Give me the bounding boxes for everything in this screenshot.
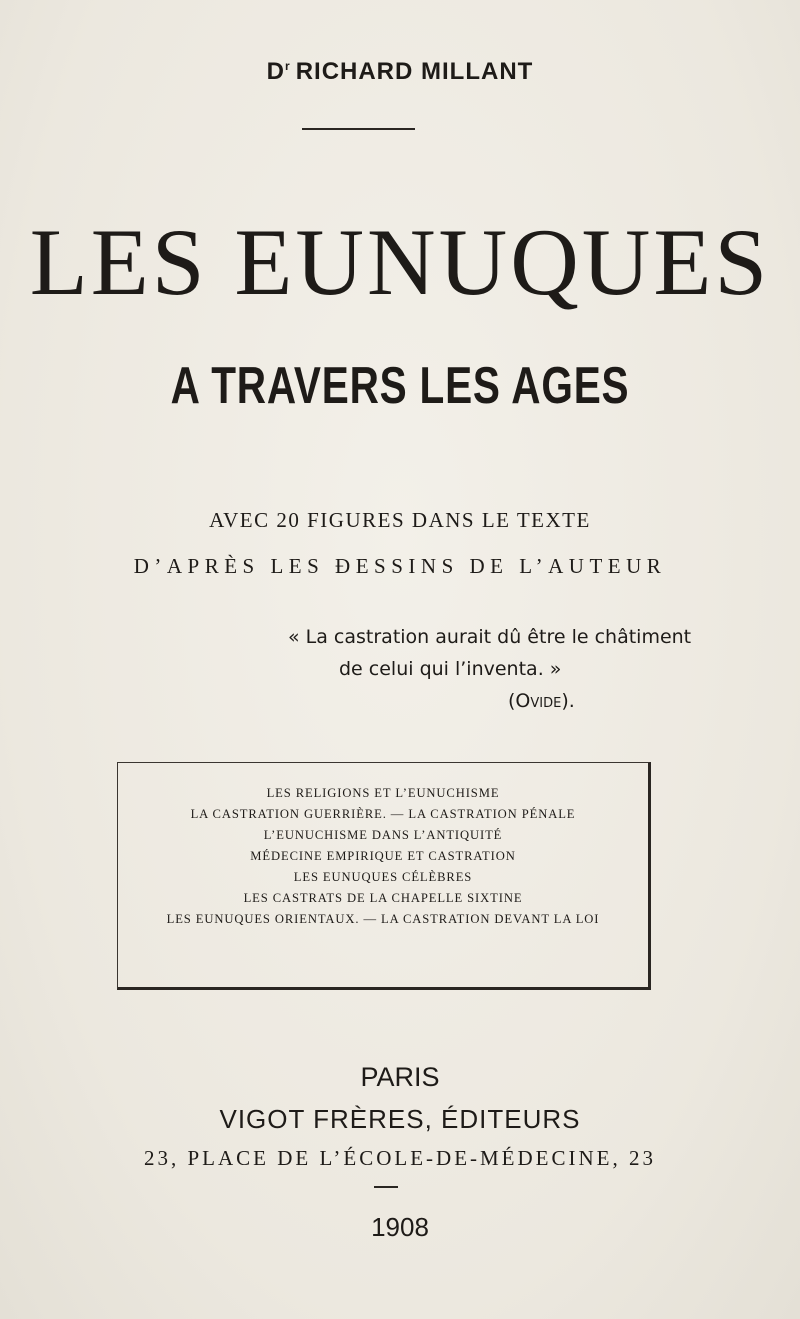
top-divider: [302, 128, 415, 130]
book-title: LES EUNUQUES: [29, 209, 771, 315]
contents-list: [118, 763, 648, 930]
book-subtitle: A TRAVERS LES AGES: [170, 357, 630, 415]
contents-item: LES CASTRATS DE LA CHAPELLE SIXTINE: [243, 891, 523, 905]
imprint-address: 23, PLACE DE L’ÉCOLE-DE-MÉDECINE, 23: [143, 1146, 656, 1170]
imprint-city: PARIS: [360, 1062, 440, 1092]
epigraph-attribution: (Ovide).: [508, 690, 575, 712]
contents-item: LES RELIGIONS ET L’EUNUCHISME: [266, 786, 500, 800]
epigraph-line-2: de celui qui l’inventa. »: [339, 658, 562, 680]
bottom-divider: [374, 1186, 398, 1188]
imprint-year: 1908: [371, 1212, 429, 1242]
contents-item: LES EUNUQUES ORIENTAUX. — LA CASTRATION DEVANT LA LOI: [166, 912, 600, 926]
contents-item: LES EUNUQUES CÉLÈBRES: [293, 870, 473, 884]
author-name: RICHARD MILLANT: [295, 58, 534, 85]
imprint-publisher: VIGOT FRÈRES, ÉDITEURS: [219, 1104, 581, 1134]
author-title-sup: r: [285, 59, 291, 73]
epigraph-line-1: « La castration aurait dû être le châtiment: [288, 626, 692, 648]
figures-note: AVEC 20 FIGURES DANS LE TEXTE: [209, 508, 591, 532]
contents-item: MÉDECINE EMPIRIQUE ET CASTRATION: [250, 849, 516, 863]
drawings-note: D’APRÈS LES ÐESSINS DE L’AUTEUR: [133, 554, 667, 578]
contents-box: [117, 762, 651, 990]
author-line: [0, 58, 800, 86]
author-title: D: [266, 58, 286, 85]
contents-item: LA CASTRATION GUERRIÈRE. — LA CASTRATION PÉNALE: [190, 807, 576, 821]
contents-item: L’EUNUCHISME DANS L’ANTIQUITÉ: [263, 828, 503, 842]
